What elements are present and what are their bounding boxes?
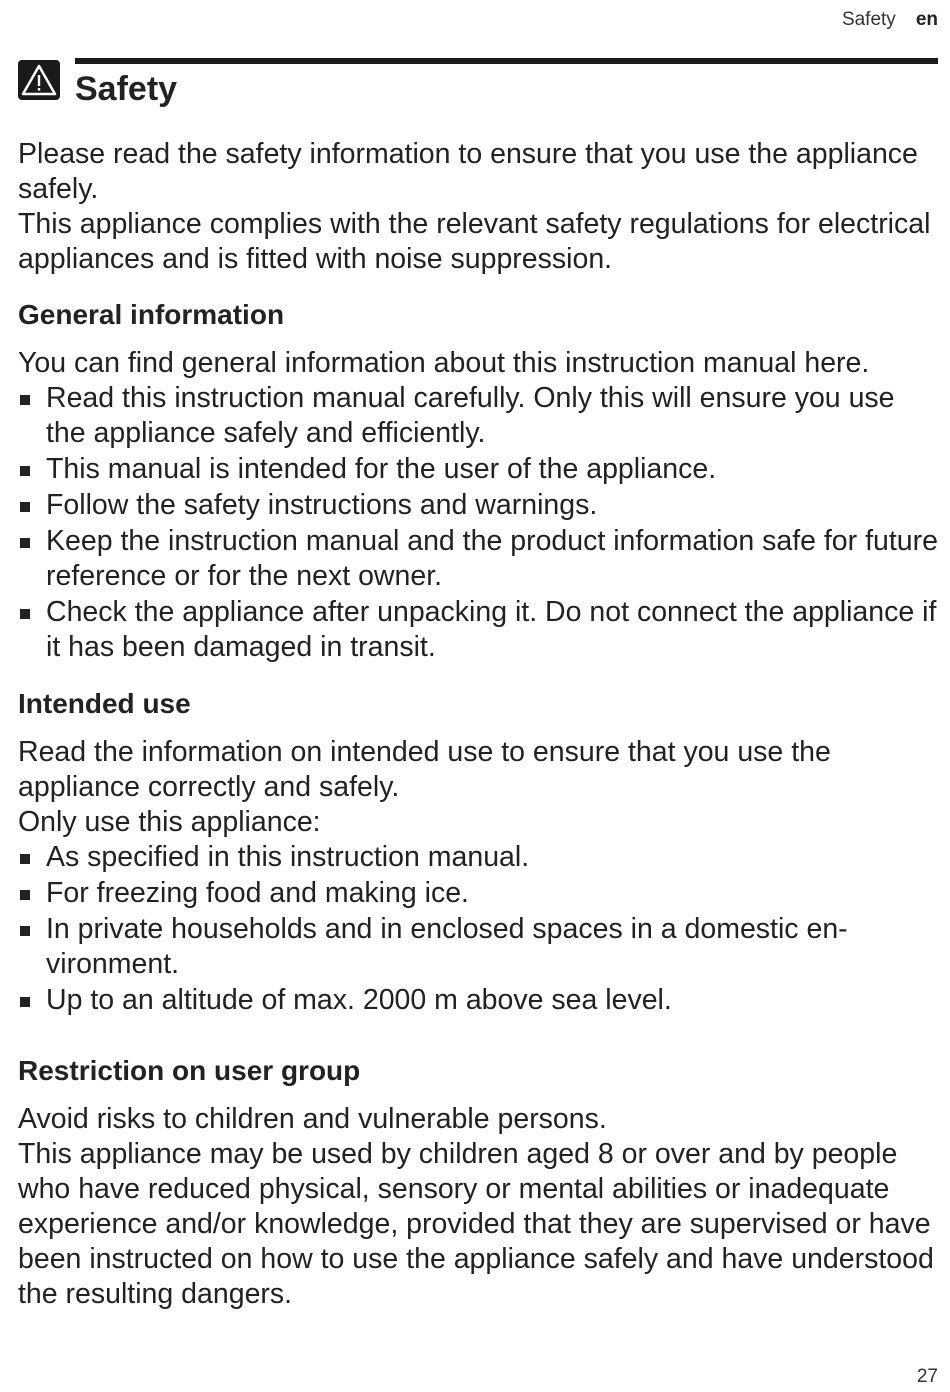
general-info-list: [18, 381, 940, 665]
intended-use-heading: Intended use: [18, 688, 191, 719]
intro-paragraph: This appliance complies with the relevant safety regulations for electrical appliances and is fitted with noise suppression.: [18, 208, 931, 275]
page-number: 27: [916, 1366, 938, 1387]
list-item: As specified in this instruction manual.: [18, 840, 940, 875]
header-rule: [75, 58, 938, 64]
intro-paragraph: Please read the safety information to ensure that you use the appliance safely.: [18, 138, 918, 205]
page-title: Safety: [75, 70, 178, 108]
main-content: [18, 137, 940, 1312]
intended-use-text: Read the information on intended use to ensure that you use the appliance correctly and safely.: [18, 736, 831, 803]
language-code: en: [915, 9, 938, 30]
list-item: Follow the safety instructions and warnings.: [18, 488, 940, 523]
list-item: Keep the instruction manual and the product information safe for future reference or for the next owner.: [18, 524, 940, 594]
list-item: This manual is intended for the user of the appliance.: [18, 452, 940, 487]
general-info-text: You can find general information about this instruction manual here.: [18, 347, 870, 379]
list-item: Check the appliance after unpacking it. Do not connect the appliance if it has been damaged in transit.: [18, 595, 940, 665]
warning-triangle-icon: [18, 60, 60, 100]
restriction-heading: Restriction on user group: [18, 1055, 361, 1086]
restriction-text: This appliance may be used by children aged 8 or over and by people who have reduced physical, sensory or mental abilities or inadequate experience and/or knowledge, provided that they are supervised or have been instructed on how to use the appliance safely and have understood the resulting dangers.: [18, 1138, 934, 1310]
restriction-text: Avoid risks to children and vulnerable persons.: [18, 1103, 607, 1135]
general-info-heading: General information: [18, 299, 285, 330]
list-item: Up to an altitude of max. 2000 m above sea level.: [18, 983, 940, 1018]
intended-use-text: Only use this appliance:: [18, 806, 321, 838]
running-header-section: Safety: [841, 9, 896, 30]
running-header: [842, 9, 938, 31]
intended-use-list: [18, 840, 940, 1018]
list-item: Read this instruction manual carefully. Only this will ensure you use the appliance safely and efficiently.: [18, 381, 940, 451]
list-item: In private households and in enclosed spaces in a domestic environment.: [18, 912, 940, 982]
list-item: For freezing food and making ice.: [18, 876, 940, 911]
